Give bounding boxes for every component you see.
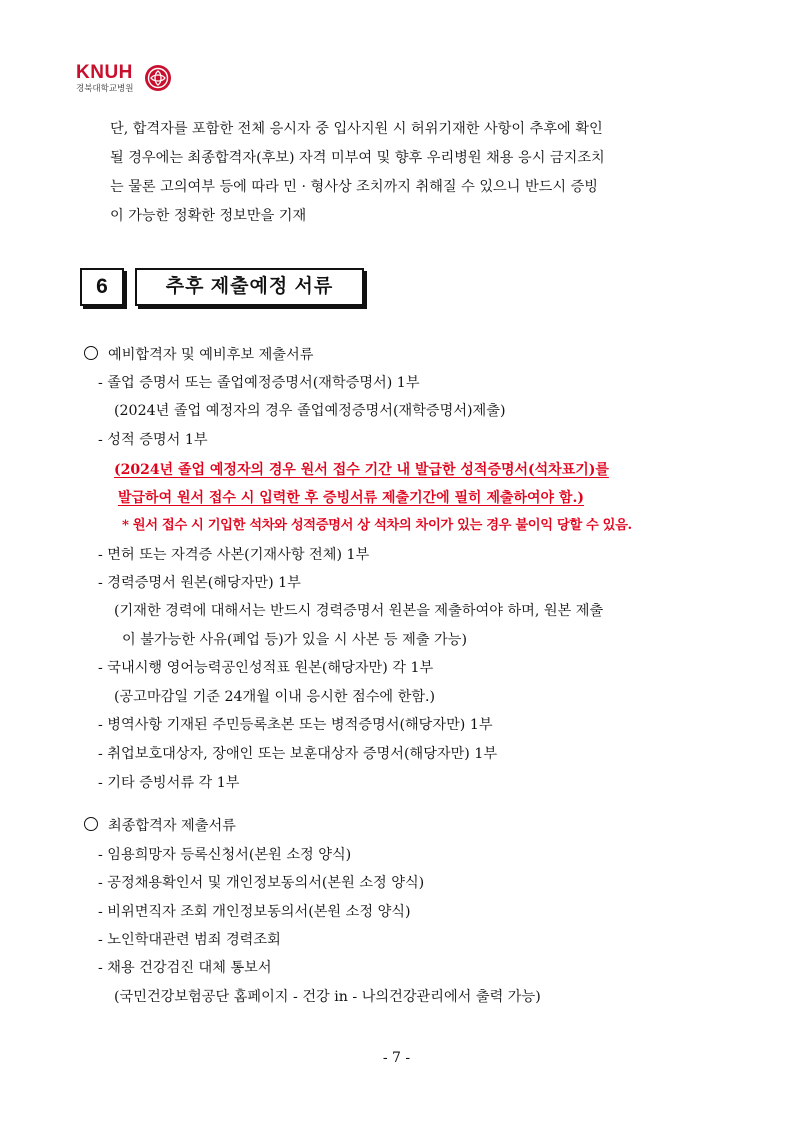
final-heading [84,816,236,836]
intro-line: 이 가능한 정확한 정보만을 기재 [110,208,307,224]
intro-paragraph [110,115,722,231]
list-item: - 공정채용확인서 및 개인정보동의서(본원 소정 양식) [98,875,425,891]
highlight-warning: * 원서 접수 시 기입한 석차와 성적증명서 상 석차의 차이가 있는 경우 불이익 당할 수 있음. [122,518,632,533]
list-item: - 비위면직자 조회 개인정보동의서(본원 소정 양식) [98,904,411,920]
list-item-note: (공고마감일 기준 24개월 이내 응시한 점수에 한함.) [114,689,436,705]
logo-text: KNUH [76,62,133,83]
section-title: 추후 제출예정 서류 [135,268,364,306]
intro-line: 될 경우에는 최종합격자(후보) 자격 미부여 및 향후 우리병원 채용 응시 금지조치 [110,150,605,166]
list-item-note: (기재한 경력에 대해서는 반드시 경력증명서 원본을 제출하여야 하며, 원본 제출 [114,603,604,619]
list-item: - 국내시행 영어능력공인성적표 원본(해당자만) 각 1부 [98,660,434,676]
hospital-emblem-icon [144,64,172,92]
list-item: - 채용 건강검진 대체 통보서 [98,960,272,976]
page-number: - 7 - [382,1050,411,1066]
logo-subtitle: 경북대학교병원 [76,83,134,93]
highlight-notice: 발급하여 원서 접수 시 입력한 후 증빙서류 제출기간에 필히 제출하여야 함.) [118,490,584,506]
list-item: - 임용희망자 등록신청서(본원 소정 양식) [98,847,352,863]
section-number: 6 [80,268,124,306]
list-item: - 경력증명서 원본(해당자만) 1부 [98,575,301,591]
list-item-note: (2024년 졸업 예정자의 경우 졸업예정증명서(재학증명서)제출) [114,403,506,419]
prelim-heading-text: 예비합격자 및 예비후보 제출서류 [108,347,314,363]
list-item: - 졸업 증명서 또는 졸업예정증명서(재학증명서) 1부 [98,375,420,391]
list-item: - 노인학대관련 범죄 경력조회 [98,932,281,948]
prelim-heading [84,345,313,365]
list-item: - 면허 또는 자격증 사본(기재사항 전체) 1부 [98,547,370,563]
list-item: - 취업보호대상자, 장애인 또는 보훈대상자 증명서(해당자만) 1부 [98,746,498,762]
hospital-logo [76,60,186,100]
circle-bullet-icon [84,346,98,360]
final-heading-text: 최종합격자 제출서류 [108,818,236,834]
list-item-note: 이 불가능한 사유(폐업 등)가 있을 시 사본 등 제출 가능) [122,632,468,648]
list-item-note: (국민건강보험공단 홈페이지 - 건강 in - 나의건강관리에서 출력 가능) [114,989,541,1005]
list-item: - 기타 증빙서류 각 1부 [98,775,240,791]
list-item: - 성적 증명서 1부 [98,432,208,448]
intro-line: 단, 합격자를 포함한 전체 응시자 중 입사지원 시 허위기재한 사항이 추후에 확인 [110,121,603,137]
circle-bullet-icon [84,817,98,831]
list-item: - 병역사항 기재된 주민등록초본 또는 병적증명서(해당자만) 1부 [98,717,493,733]
highlight-notice: (2024년 졸업 예정자의 경우 원서 접수 기간 내 발급한 성적증명서(석차표기)를 [114,462,609,478]
intro-line: 는 물론 고의여부 등에 따라 민 · 형사상 조치까지 취해질 수 있으니 반드시 증빙 [110,179,598,195]
